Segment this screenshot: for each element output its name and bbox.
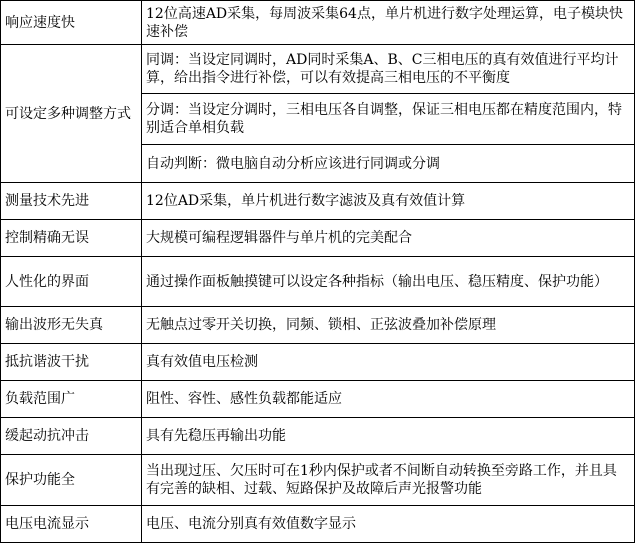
table-row — [1, 381, 635, 418]
feature-cell: 可设定多种调整方式 — [1, 45, 142, 183]
feature-cell: 人性化的界面 — [1, 257, 142, 307]
detail-cell: 真有效值电压检测 — [142, 344, 635, 381]
detail-cell: 当出现过压、欠压时可在1秒内保护或者不间断自动转换至旁路工作，并且具有完善的缺相、过载、短路保护及故障后声光报警功能 — [142, 455, 635, 506]
feature-cell: 负载范围广 — [1, 381, 142, 418]
feature-cell: 测量技术先进 — [1, 183, 142, 220]
detail-cell: 自动判断：微电脑自动分析应该进行同调或分调 — [142, 145, 635, 183]
table-row — [1, 455, 635, 506]
feature-cell: 保护功能全 — [1, 455, 142, 506]
detail-cell: 阻性、容性、感性负载都能适应 — [142, 381, 635, 418]
table-row — [1, 220, 635, 257]
table-row — [1, 183, 635, 220]
detail-cell: 分调：当设定分调时，三相电压各自调整，保证三相电压都在精度范围内，特别适合单相负载 — [142, 94, 635, 145]
table-row — [1, 1, 635, 45]
table-row — [1, 257, 635, 307]
detail-cell: 12位AD采集，单片机进行数字滤波及真有效值计算 — [142, 183, 635, 220]
feature-cell: 响应速度快 — [1, 1, 142, 45]
table-row — [1, 344, 635, 381]
table-row — [1, 506, 635, 543]
feature-cell: 缓起动抗冲击 — [1, 418, 142, 455]
table-row — [1, 45, 635, 94]
detail-cell: 12位高速AD采集，每周波采集64点，单片机进行数字处理运算，电子模块快速补偿 — [142, 1, 635, 45]
feature-cell: 控制精确无误 — [1, 220, 142, 257]
detail-cell: 通过操作面板触摸键可以设定各种指标（输出电压、稳压精度、保护功能） — [142, 257, 635, 307]
detail-cell: 具有先稳压再输出功能 — [142, 418, 635, 455]
detail-cell: 电压、电流分别真有效值数字显示 — [142, 506, 635, 543]
detail-cell: 同调：当设定同调时，AD同时采集A、B、C三相电压的真有效值进行平均计算，给出指令进行补偿，可以有效提高三相电压的不平衡度 — [142, 45, 635, 94]
feature-cell: 输出波形无失真 — [1, 307, 142, 344]
detail-cell: 大规模可编程逻辑器件与单片机的完美配合 — [142, 220, 635, 257]
feature-cell: 抵抗谐波干扰 — [1, 344, 142, 381]
table-row — [1, 418, 635, 455]
table-row — [1, 307, 635, 344]
detail-cell: 无触点过零开关切换，同频、锁相、正弦波叠加补偿原理 — [142, 307, 635, 344]
feature-cell: 电压电流显示 — [1, 506, 142, 543]
